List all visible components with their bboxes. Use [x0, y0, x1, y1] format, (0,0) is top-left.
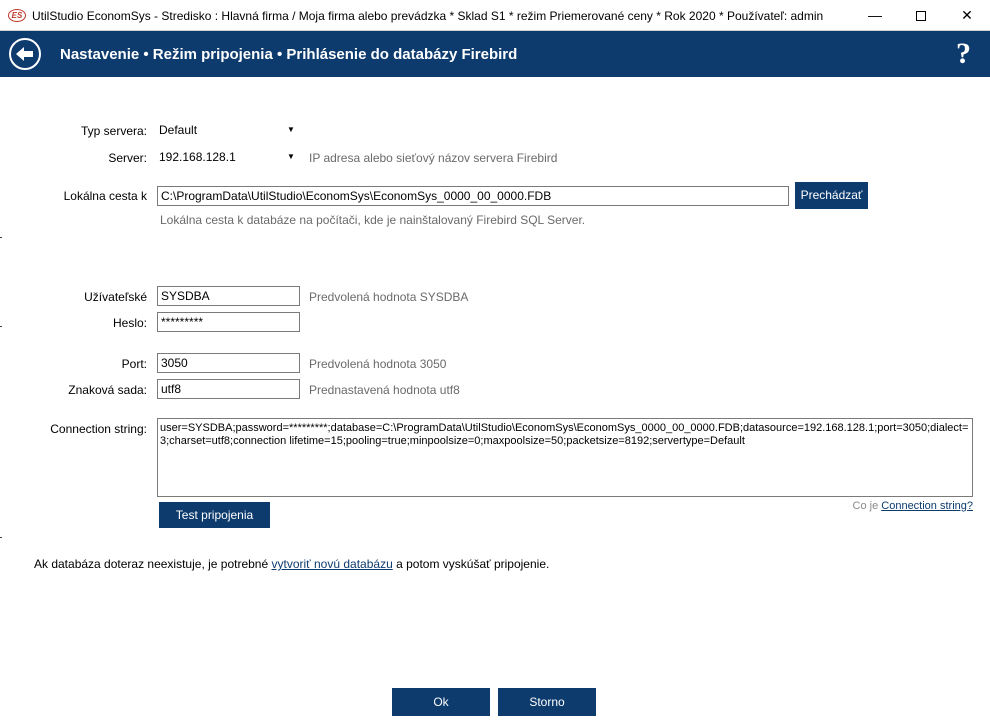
what-is-connection-string	[853, 500, 973, 512]
charset-hint: Prednastavená hodnota utf8	[309, 383, 460, 397]
local-path-label: Lokálna cesta k	[63, 189, 147, 203]
create-db-note	[34, 557, 549, 571]
close-button[interactable]: ✕	[961, 7, 973, 23]
server-type-label: Typ servera:	[80, 124, 147, 138]
user-hint: Predvolená hodnota SYSDBA	[309, 290, 469, 304]
server-value: 192.168.128.1	[159, 150, 236, 164]
charset-label: Znaková sada:	[68, 383, 147, 397]
dropdown-arrow-icon[interactable]: ▼	[287, 125, 295, 134]
what-is-prefix: Co je	[852, 500, 882, 512]
server-type-select[interactable]	[157, 120, 299, 140]
window-titlebar	[0, 0, 990, 31]
server-combo[interactable]	[157, 147, 299, 167]
note-prefix: Ak databáza doteraz neexistuje, je potrebné	[34, 557, 272, 571]
maximize-icon	[916, 11, 926, 21]
back-arrow-icon	[15, 44, 35, 64]
note-suffix: a potom vyskúšať pripojenie.	[392, 557, 550, 571]
server-hint: IP adresa alebo sieťový názov servera Firebird	[309, 151, 558, 165]
server-type-value: Default	[159, 123, 198, 137]
port-hint: Predvolená hodnota 3050	[309, 357, 447, 371]
charset-input[interactable]: utf8	[157, 379, 300, 399]
app-logo-icon: ES	[8, 9, 26, 22]
ok-button[interactable]: Ok	[392, 688, 490, 716]
user-input[interactable]: SYSDBA	[157, 286, 300, 306]
test-connection-button[interactable]: Test pripojenia	[159, 502, 270, 528]
dropdown-arrow-icon[interactable]: ▼	[287, 152, 295, 161]
password-label: Heslo:	[112, 316, 147, 330]
password-input[interactable]: *********	[157, 312, 300, 332]
connection-string-help-link[interactable]: Connection string?	[881, 500, 973, 512]
back-button[interactable]	[9, 38, 41, 70]
edge-mark	[0, 326, 2, 327]
help-icon[interactable]: ?	[956, 37, 971, 70]
server-label: Server:	[108, 151, 147, 165]
user-label: Užívateľské	[84, 290, 147, 304]
minimize-button[interactable]: —	[868, 7, 882, 23]
page-header	[0, 31, 990, 77]
connection-string-label: Connection string:	[50, 422, 147, 436]
local-path-hint: Lokálna cesta k databáze na počítači, kde je nainštalovaný Firebird SQL Server.	[160, 213, 586, 227]
maximize-button[interactable]	[898, 0, 944, 31]
page-title: Nastavenie • Režim pripojenia • Prihlásenie do databázy Firebird	[60, 46, 518, 63]
window-title: UtilStudio EconomSys - Stredisko : Hlavná firma / Moja firma alebo prevádzka * Sklad S1 * režim Priemerované ceny * Rok 2020 * Používateľ: admin	[32, 9, 824, 23]
edge-mark	[0, 537, 2, 538]
port-label: Port:	[121, 357, 147, 371]
create-new-database-link[interactable]: vytvoriť novú databázu	[271, 557, 393, 571]
edge-mark	[0, 237, 2, 238]
cancel-button[interactable]: Storno	[498, 688, 596, 716]
port-input[interactable]: 3050	[157, 353, 300, 373]
connection-string-textarea[interactable]: user=SYSDBA;password=*********;database=C:\ProgramData\UtilStudio\EconomSys\EconomSys_0000_00_0000.FDB;datasource=192.168.128.1;port=3050;dialect=3;charset=utf8;connection lifetime=15;pooling=true;minpoolsize=0;maxpoolsize=50;packetsize=8192;servertype=Default	[157, 418, 973, 497]
browse-button[interactable]: Prechádzať	[795, 182, 868, 209]
local-path-input[interactable]: C:\ProgramData\UtilStudio\EconomSys\EconomSys_0000_00_0000.FDB	[157, 186, 789, 206]
